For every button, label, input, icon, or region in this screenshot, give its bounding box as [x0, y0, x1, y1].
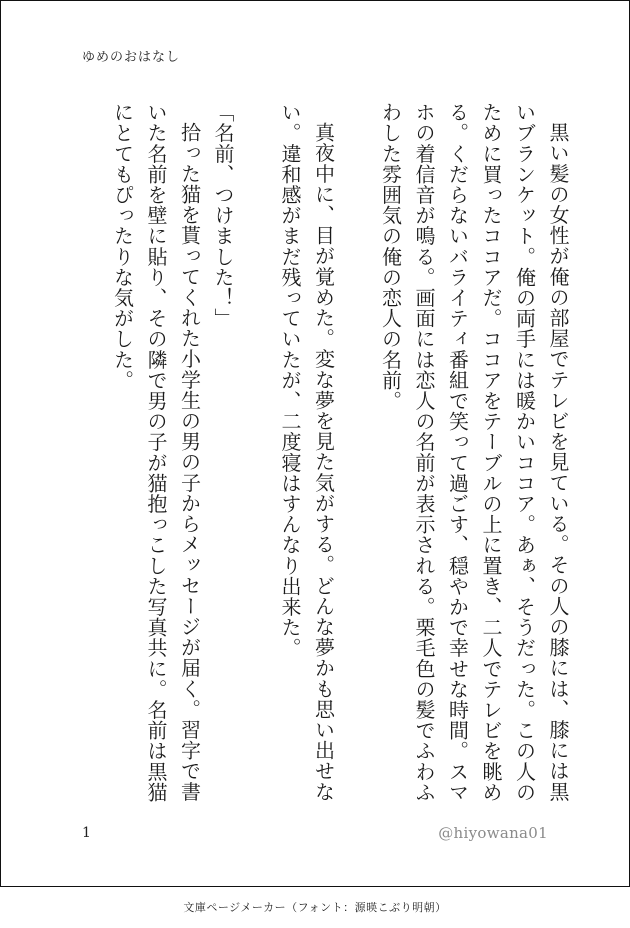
- paragraph-1: 黒い髪の女性が俺の部屋でテレビを見ている。その人の膝には、膝には黒いブランケット。俺の両手には暖かいココア。あぁ、そうだった。この人のために買ったココアだ。ココアをテーブルの上に置き、二人でテレビを眺める。くだらないバライティ番組で笑って過ごす、穏やかで幸せな時間。スマホの着信音が鳴る。画面には恋人の名前が表示される。栗毛色の髪でふわふわした雰囲気の俺の恋人の名前。: [378, 102, 570, 803]
- footer-caption: 文庫ページメーカー（フォント：源暎こぶり明朝）: [183, 901, 447, 914]
- page-number: 1: [82, 825, 91, 841]
- paragraph-2: 真夜中に、目が覚めた。変な夢を見た気がする。どんな夢かも思い出せない。違和感がまだ残っていたが、二度寝はすんなり出来た。: [278, 102, 336, 802]
- vertical-text-body: [105, 102, 574, 822]
- paragraph-spacer: [239, 102, 273, 822]
- paragraph-3: 拾った猫を貰ってくれた小学生の男の子からメッセージが届く。習字で書いた名前を壁に貼り、その隣で男の子が猫抱っこした写真共に。名前は黒猫にとてもぴったりな気がした。: [110, 102, 202, 803]
- author-handle: @hiyowana01: [438, 824, 548, 842]
- dialogue-line: 「名前、つけました！」: [211, 102, 235, 329]
- book-title: ゆめのおはなし: [82, 50, 181, 65]
- paragraph-spacer: [340, 102, 374, 822]
